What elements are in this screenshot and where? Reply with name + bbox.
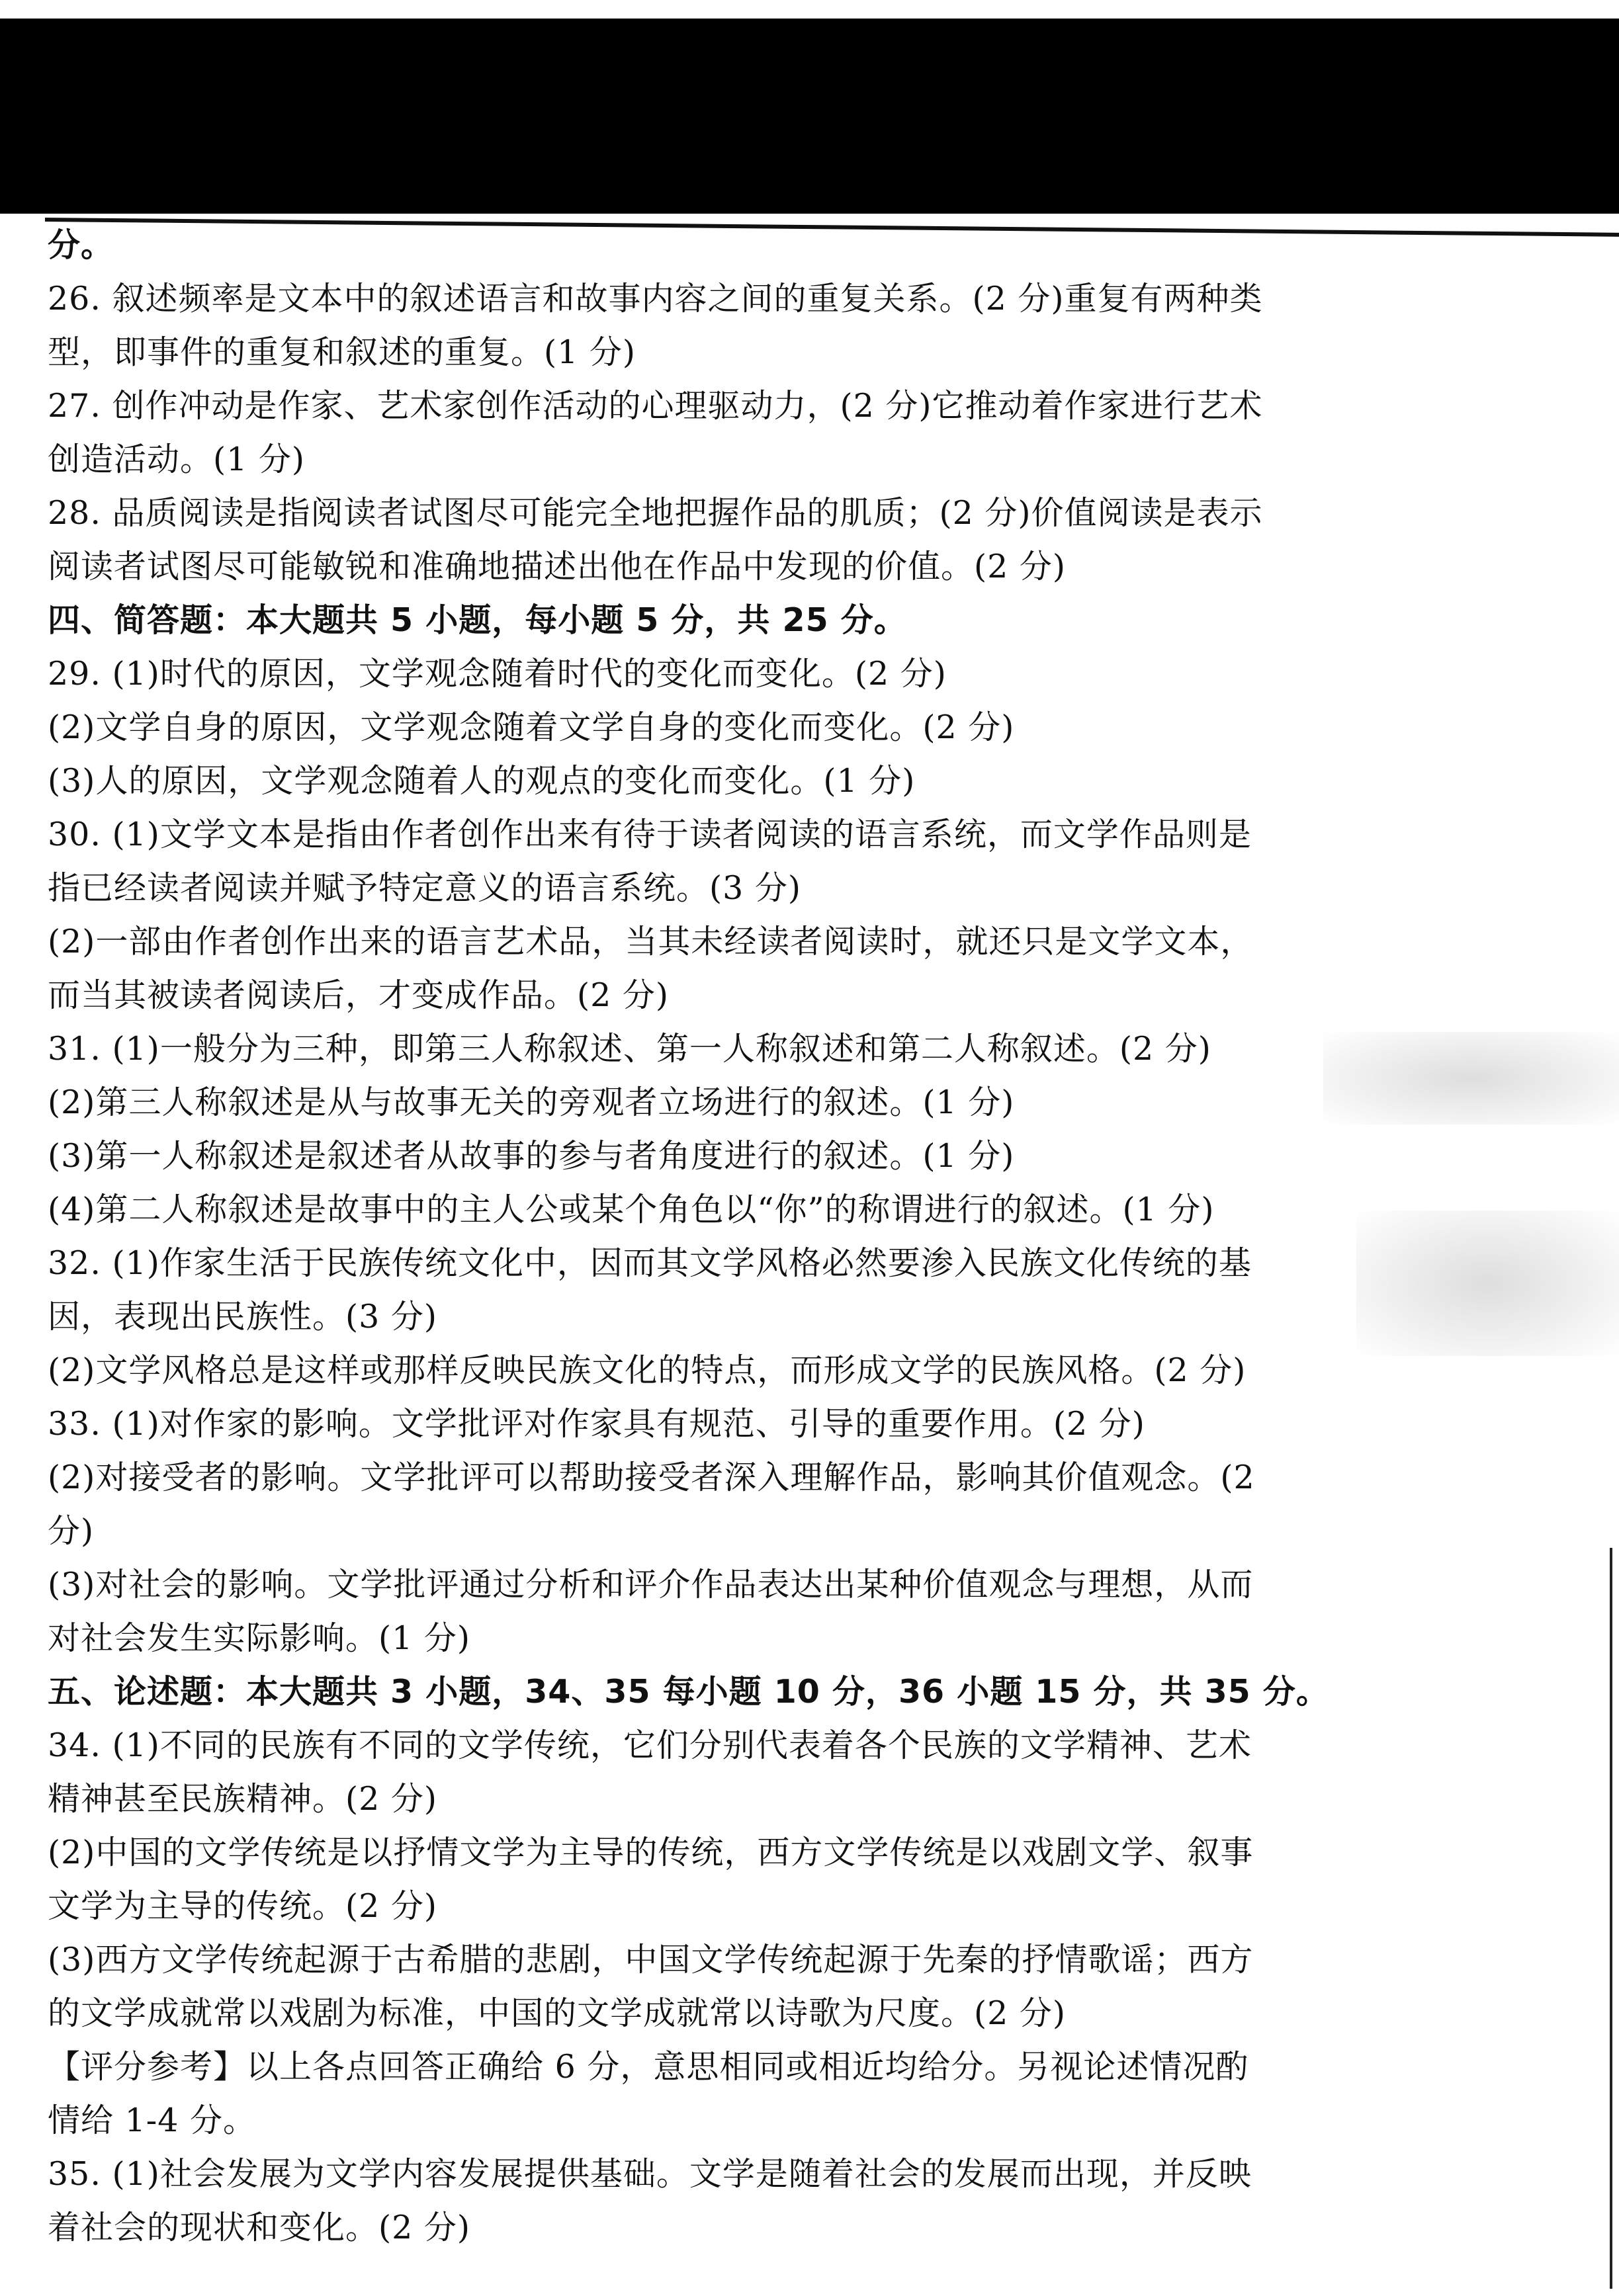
scan-edge-line	[1610, 1548, 1612, 2289]
answer-29-point-2: (2)文学自身的原因，文学观念随着文学自身的变化而变化。(2 分)	[48, 708, 1015, 746]
answer-31-point-4: (4)第二人称叙述是故事中的主人公或某个角色以“你”的称谓进行的叙述。(1 分)	[48, 1191, 1215, 1228]
answer-33-point-2: (2)对接受者的影响。文学批评可以帮助接受者深入理解作品，影响其价值观念。(2	[48, 1459, 1255, 1496]
section-4-heading: 四、简答题：本大题共 5 小题，每小题 5 分，共 25 分。	[48, 601, 907, 639]
scoring-reference-line-1: 【评分参考】以上各点回答正确给 6 分，意思相同或相近均给分。另视论述情况酌	[48, 2048, 1249, 2086]
answer-34-line-2: 精神甚至民族精神。(2 分)	[48, 1780, 437, 1818]
answer-33-point-2-cont: 分)	[48, 1512, 95, 1550]
answer-key-document	[48, 218, 1583, 2254]
answer-31-point-1: 31. (1)一般分为三种，即第三人称叙述、第一人称叙述和第二人称叙述。(2 分)	[48, 1030, 1211, 1068]
answer-30-line-3: (2)一部由作者创作出来的语言艺术品，当其未经读者阅读时，就还只是文学文本，	[48, 923, 1254, 960]
answer-30-line-1: 30. (1)文学文本是指由作者创作出来有待于读者阅读的语言系统，而文学作品则是	[48, 816, 1252, 853]
scoring-reference-line-2: 情给 1-4 分。	[48, 2102, 257, 2139]
answer-30-line-4: 而当其被读者阅读后，才变成作品。(2 分)	[48, 976, 669, 1014]
answer-35-line-1: 35. (1)社会发展为文学内容发展提供基础。文学是随着社会的发展而出现，并反映	[48, 2155, 1252, 2193]
section-5-heading: 五、论述题：本大题共 3 小题，34、35 每小题 10 分，36 小题 15 分，共 35 分。	[48, 1673, 1329, 1711]
answer-26-line-2: 型，即事件的重复和叙述的重复。(1 分)	[48, 333, 636, 371]
answer-33-point-3: (3)对社会的影响。文学批评通过分析和评介作品表达出某种价值观念与理想，从而	[48, 1566, 1254, 1603]
top-margin	[0, 0, 1619, 19]
answer-32-line-3: (2)文学风格总是这样或那样反映民族文化的特点，而形成文学的民族风格。(2 分)	[48, 1351, 1247, 1389]
answer-28-line-2: 阅读者试图尽可能敏锐和准确地描述出他在作品中发现的价值。(2 分)	[48, 548, 1066, 585]
answer-26-line-1: 26. 叙述频率是文本中的叙述语言和故事内容之间的重复关系。(2 分)重复有两种类	[48, 280, 1263, 318]
answer-32-line-1: 32. (1)作家生活于民族传统文化中，因而其文学风格必然要渗入民族文化传统的基	[48, 1244, 1252, 1282]
answer-34-line-3: (2)中国的文学传统是以抒情文学为主导的传统，西方文学传统是以戏剧文学、叙事	[48, 1834, 1254, 1871]
answer-34-line-1: 34. (1)不同的民族有不同的文学传统，它们分别代表着各个民族的文学精神、艺术	[48, 1726, 1252, 1764]
answer-28-line-1: 28. 品质阅读是指阅读者试图尽可能完全地把握作品的肌质；(2 分)价值阅读是表示	[48, 494, 1263, 532]
answer-30-line-2: 指已经读者阅读并赋予特定意义的语言系统。(3 分)	[48, 869, 801, 907]
answer-29-point-3: (3)人的原因，文学观念随着人的观点的变化而变化。(1 分)	[48, 762, 916, 800]
answer-34-line-5: (3)西方文学传统起源于古希腊的悲剧，中国文学传统起源于先秦的抒情歌谣；西方	[48, 1941, 1254, 1978]
continuation-text: 分。	[48, 226, 114, 264]
answer-35-line-2: 着社会的现状和变化。(2 分)	[48, 2209, 470, 2246]
answer-34-line-4: 文学为主导的传统。(2 分)	[48, 1887, 437, 1925]
answer-31-point-3: (3)第一人称叙述是叙述者从故事的参与者角度进行的叙述。(1 分)	[48, 1137, 1015, 1175]
answer-27-line-1: 27. 创作冲动是作家、艺术家创作活动的心理驱动力，(2 分)它推动着作家进行艺术	[48, 387, 1263, 425]
answer-32-line-2: 因，表现出民族性。(3 分)	[48, 1298, 437, 1336]
answer-34-line-6: 的文学成就常以戏剧为标准，中国的文学成就常以诗歌为尺度。(2 分)	[48, 1994, 1066, 2032]
answer-29-point-1: 29. (1)时代的原因，文学观念随着时代的变化而变化。(2 分)	[48, 655, 947, 693]
answer-33-point-3-cont: 对社会发生实际影响。(1 分)	[48, 1619, 470, 1657]
answer-27-line-2: 创造活动。(1 分)	[48, 441, 305, 478]
answer-33-point-1: 33. (1)对作家的影响。文学批评对作家具有规范、引导的重要作用。(2 分)	[48, 1405, 1145, 1443]
redacted-header-block	[0, 19, 1619, 214]
answer-31-point-2: (2)第三人称叙述是从与故事无关的旁观者立场进行的叙述。(1 分)	[48, 1084, 1015, 1121]
